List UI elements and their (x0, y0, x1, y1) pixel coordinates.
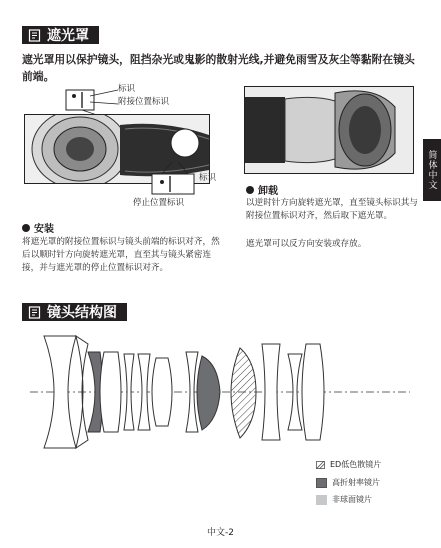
lens-element-4 (100, 352, 121, 432)
lens-element-9-high-index (197, 356, 220, 430)
lens-element-2 (76, 336, 88, 448)
legend-aspherical: 非球面镜片 (316, 494, 372, 505)
section-title: 镜头结构图 (47, 305, 117, 321)
high-index-swatch (316, 478, 327, 488)
page-number: 中文-2 (207, 528, 234, 538)
aspherical-swatch (316, 495, 327, 505)
label-attach-mark: 附接位置标识 (118, 97, 170, 107)
label-stop-mark: 停止位置标识 (133, 198, 185, 208)
hatch-swatch-icon (316, 461, 325, 469)
lens-element-11 (262, 344, 280, 440)
section-title: 遮光罩 (47, 28, 89, 44)
lens-element-7 (152, 358, 172, 426)
legend-high-index: 高折射率镜片 (316, 477, 380, 488)
remove-text-2: 遮光罩可以反方向安装或存放。 (246, 239, 367, 249)
stop-mark-callout (148, 160, 198, 200)
lens-element-13 (302, 344, 324, 440)
bullet-icon (22, 224, 30, 232)
lens-element-10-ed (231, 348, 256, 438)
lens-construction-diagram (30, 330, 410, 450)
label-mark: 标识 (118, 84, 136, 94)
bullet-icon (246, 186, 254, 194)
section-header-structure (22, 303, 127, 321)
document-icon (28, 306, 41, 319)
lens-hood-remove-image (244, 86, 414, 174)
legend-ed: ED低色散镜片 (316, 459, 381, 470)
label-mark-2: 标识 (199, 173, 217, 183)
attach-mark-callout (60, 86, 120, 116)
install-heading: 安装 (22, 220, 54, 235)
language-tab: 简体中文 (423, 139, 441, 201)
remove-heading: 卸载 (246, 182, 278, 197)
intro-text: 遮光罩用以保护镜头，阻挡杂光或鬼影的散射光线,并避免雨雪及灰尘等黏附在镜头前端。 (22, 53, 415, 83)
install-text: 将遮光罩的附接位置标识与镜头前端的标识对齐，然后以顺时针方向旋转遮光罩，直至其与镜头紧密连接，并与遮光罩的停止位置标识对齐。 (22, 237, 220, 274)
remove-text: 以逆时针方向旋转遮光罩，直至镜头标识其与附接位置标识对齐，然后取下遮光罩。 (246, 198, 418, 222)
section-header-hood (22, 26, 99, 44)
document-icon (28, 29, 41, 42)
